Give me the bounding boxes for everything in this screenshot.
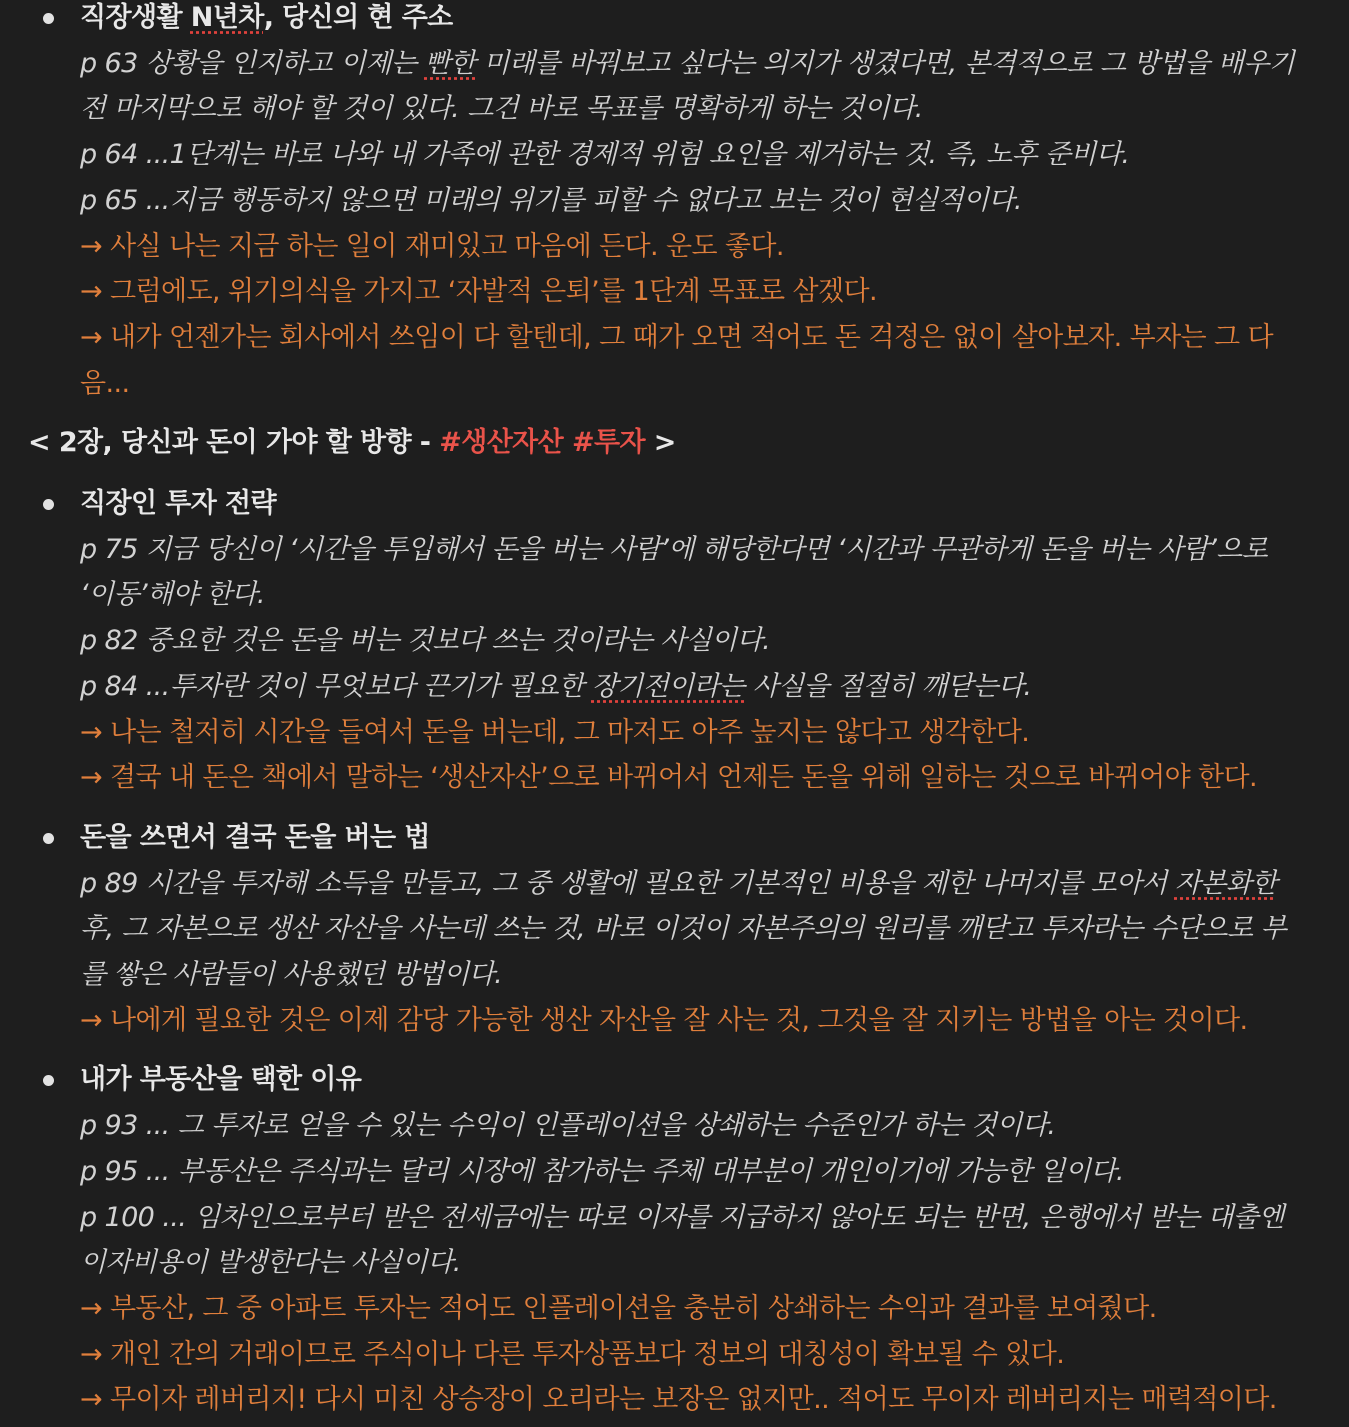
note-line: → 무이자 레버리지! 다시 미친 상승장이 오리라는 보장은 없지만.. 적어도 무이자 레버리지는 매력적이다.: [80, 1384, 1277, 1415]
note-line: → 내가 언젠가는 회사에서 쓰임이 다 할텐데, 그 때가 오면 적어도 돈 걱정은 없이 살아보자. 부자는 그 다: [80, 322, 1273, 353]
quote-line: p 84 ...투자란 것이 무엇보다 끈기가 필요한 장기전이라는 사실을 절절히 깨닫는다.: [80, 671, 1032, 702]
section-title: 내가 부동산을 택한 이유: [80, 1064, 362, 1095]
quote-line: p 89 시간을 투자해 소득을 만들고, 그 중 생활에 필요한 기본적인 비용을 제한 나머지를 모아서 자본화한: [80, 868, 1277, 899]
section-title: 직장생활 N년차, 당신의 현 주소: [80, 2, 453, 33]
quote-line: 전 마지막으로 해야 할 것이 있다. 그건 바로 목표를 명확하게 하는 것이다.: [80, 93, 923, 124]
section-title: 직장인 투자 전략: [80, 488, 276, 519]
spellcheck-word: 장기전이라는: [591, 671, 745, 702]
quote-line: 이자비용이 발생한다는 사실이다.: [80, 1247, 461, 1278]
quote-line: p 93 ... 그 투자로 얻을 수 있는 수익이 인플레이션을 상쇄하는 수준인가 하는 것이다.: [80, 1110, 1056, 1141]
spellcheck-word: 빤한: [424, 48, 476, 79]
bullet-dot: [43, 833, 54, 844]
note-line: → 그럼에도, 위기의식을 가지고 ‘자발적 은퇴’를 1단계 목표로 삼겠다.: [80, 276, 877, 307]
quote-line: 후, 그 자본으로 생산 자산을 사는데 쓰는 것, 바로 이것이 자본주의의 원리를 깨닫고 투자라는 수단으로 부: [80, 913, 1286, 944]
quote-line: p 82 중요한 것은 돈을 버는 것보다 쓰는 것이라는 사실이다.: [80, 625, 771, 656]
bullet-dot: [43, 13, 54, 24]
quote-line: 를 쌓은 사람들이 사용했던 방법이다.: [80, 959, 503, 990]
spellcheck-word: 자본화한: [1174, 868, 1277, 899]
spellcheck-word: N년차: [190, 2, 264, 33]
hashtag[interactable]: #투자: [571, 427, 645, 458]
quote-line: ‘이동’해야 한다.: [80, 579, 265, 610]
note-line: → 사실 나는 지금 하는 일이 재미있고 마음에 든다. 운도 좋다.: [80, 231, 784, 262]
chapter-heading: < 2장, 당신과 돈이 가야 할 방향 - #생산자산 #투자 >: [28, 427, 676, 458]
section-title: 돈을 쓰면서 결국 돈을 버는 법: [80, 822, 430, 853]
quote-line: p 65 ...지금 행동하지 않으면 미래의 위기를 피할 수 없다고 보는 것이 현실적이다.: [80, 185, 1022, 216]
quote-line: p 95 ... 부동산은 주식과는 달리 시장에 참가하는 주체 대부분이 개인이기에 가능한 일이다.: [80, 1156, 1124, 1187]
quote-line: p 75 지금 당신이 ‘시간을 투입해서 돈을 버는 사람’에 해당한다면 ‘시간과 무관하게 돈을 버는 사람’으로: [80, 534, 1268, 565]
note-line: → 결국 내 돈은 책에서 말하는 ‘생산자산’으로 바뀌어서 언제든 돈을 위해 일하는 것으로 바뀌어야 한다.: [80, 762, 1258, 793]
bullet-dot: [43, 1075, 54, 1086]
note-line: → 나는 철저히 시간을 들여서 돈을 버는데, 그 마저도 아주 높지는 않다고 생각한다.: [80, 717, 1030, 748]
quote-line: p 64 ...1단계는 바로 나와 내 가족에 관한 경제적 위험 요인을 제거하는 것. 즉, 노후 준비다.: [80, 139, 1130, 170]
quote-line: p 100 ... 임차인으로부터 받은 전세금에는 따로 이자를 지급하지 않아도 되는 반면, 은행에서 받는 대출엔: [80, 1202, 1284, 1233]
bullet-dot: [43, 499, 54, 510]
note-line: → 부동산, 그 중 아파트 투자는 적어도 인플레이션을 충분히 상쇄하는 수익과 결과를 보여줬다.: [80, 1293, 1157, 1324]
note-line: → 개인 간의 거래이므로 주식이나 다른 투자상품보다 정보의 대칭성이 확보될 수 있다.: [80, 1339, 1065, 1370]
quote-line: p 63 상황을 인지하고 이제는 빤한 미래를 바꿔보고 싶다는 의지가 생겼다면, 본격적으로 그 방법을 배우기: [80, 48, 1295, 79]
note-line: → 나에게 필요한 것은 이제 감당 가능한 생산 자산을 잘 사는 것, 그것을 잘 지키는 방법을 아는 것이다.: [80, 1005, 1248, 1036]
note-line: 음...: [80, 368, 130, 399]
hashtag[interactable]: #생산자산: [439, 427, 564, 458]
